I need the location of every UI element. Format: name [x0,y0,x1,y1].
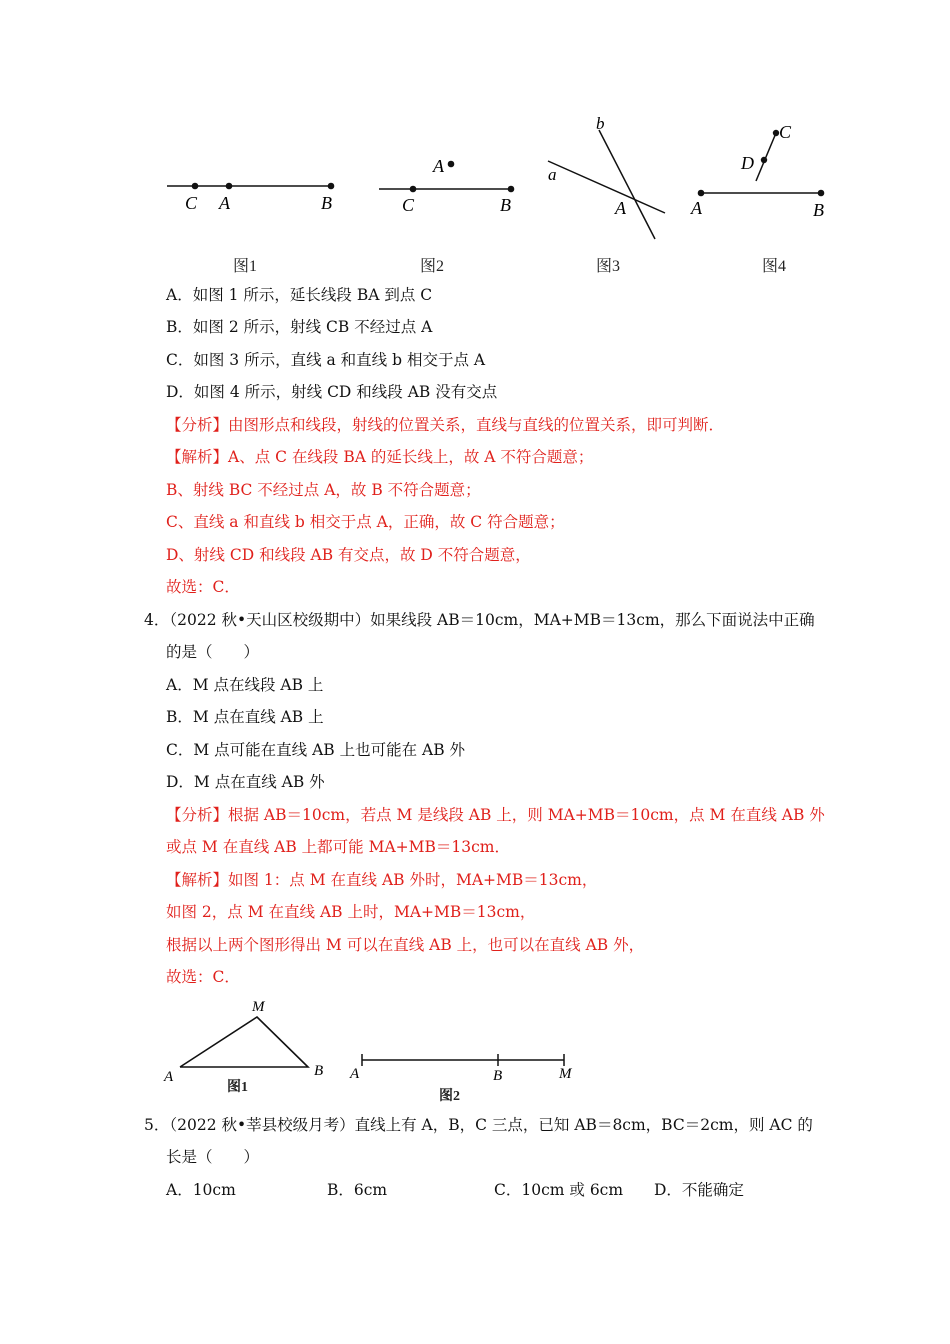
q4-fig1-caption: 图1 [227,1080,248,1095]
fig3-label-a: a [548,165,557,184]
tri-label-m: M [252,999,265,1015]
figure-2 [379,156,514,275]
q4-figures-svg [160,994,590,1110]
seg-label-a: A [350,1066,360,1082]
fig1-label-a: A [219,193,230,213]
fig4-label-d: D [741,153,754,173]
q4-option-b: B．M 点在直线 AB 上 [166,708,324,726]
seg-label-b: B [493,1068,503,1084]
fig2-label-b: B [500,195,511,215]
q3-solution-4: D、射线 CD 和线段 AB 有交点，故 D 不符合题意， [166,546,531,564]
q4-figures [160,994,590,1110]
fig1-label-c: C [185,193,198,213]
q3-option-b: B．如图 2 所示，射线 CB 不经过点 A [166,318,433,336]
fig2-label-a: A [433,156,444,176]
fig4-caption: 图4 [762,258,787,275]
fig3-label-b: b [596,114,605,133]
fig1-label-b: B [321,193,332,213]
q3-option-c: C．如图 3 所示，直线 a 和直线 b 相交于点 A [166,351,486,369]
q4-option-d: D．M 点在直线 AB 外 [166,773,325,791]
fig2-label-c: C [402,195,415,215]
fig4-label-a: A [691,198,702,218]
top-figures [155,110,845,280]
q5-stem-line1: 5．（2022 秋•莘县校级月考）直线上有 A，B，C 三点，已知 AB＝8cm，BC＝2cm，则 AC 的 [144,1116,813,1134]
q4-solution-2: 如图 2，点 M 在直线 AB 上时，MA+MB＝13cm， [166,903,536,921]
q5-option-b: B．6cm [327,1181,388,1199]
q4-figure-1 [163,999,323,1095]
figure-4 [690,122,824,275]
q4-stem-line2: 的是（ ） [166,643,260,661]
q5-option-a: A．10cm [166,1181,236,1199]
fig3-label-cap-a: A [615,198,626,218]
figure-1 [167,183,334,275]
q5-option-d: D．不能确定 [654,1181,744,1199]
figure-3 [548,114,665,275]
fig2-caption: 图2 [420,258,445,275]
q4-analysis-line1: 【分析】根据 AB＝10cm，若点 M 是线段 AB 上，则 MA+MB＝10cm，点 M 在直线 AB 外 [166,806,825,824]
q4-stem-line1: 4．（2022 秋•天山区校级期中）如果线段 AB＝10cm，MA+MB＝13cm，那么下面说法中正确 [144,611,815,629]
q4-answer: 故选：C． [166,968,240,986]
q3-answer: 故选：C． [166,578,240,596]
fig4-label-b: B [813,200,824,220]
q4-solution-1: 【解析】如图 1：点 M 在直线 AB 外时，MA+MB＝13cm， [166,871,598,889]
q5-stem-line2: 长是（ ） [166,1148,260,1166]
fig4-label-c: C [779,122,792,142]
q3-solution-1: 【解析】A、点 C 在线段 BA 的延长线上，故 A 不符合题意； [166,448,594,466]
seg-label-m: M [559,1066,572,1082]
q3-analysis: 【分析】由图形点和线段，射线的位置关系，直线与直线的位置关系，即可判断． [166,416,725,434]
q4-fig2-caption: 图2 [439,1089,460,1104]
q4-analysis-line2: 或点 M 在直线 AB 上都可能 MA+MB＝13cm． [166,838,511,856]
fig1-caption: 图1 [233,258,258,275]
q4-solution-3: 根据以上两个图形得出 M 可以在直线 AB 上，也可以在直线 AB 外， [166,936,645,954]
q4-figure-2 [349,1054,573,1104]
q4-option-c: C．M 点可能在直线 AB 上也可能在 AB 外 [166,741,466,759]
q3-option-a: A．如图 1 所示，延长线段 BA 到点 C [166,286,433,304]
q4-option-a: A．M 点在线段 AB 上 [166,676,324,694]
q3-solution-2: B、射线 BC 不经过点 A，故 B 不符合题意； [166,481,481,499]
q5-option-c: C．10cm 或 6cm [494,1181,624,1199]
q3-solution-3: C、直线 a 和直线 b 相交于点 A，正确，故 C 符合题意； [166,513,565,531]
fig3-caption: 图3 [596,258,621,275]
tri-label-b: B [314,1063,324,1079]
q3-option-d: D．如图 4 所示，射线 CD 和线段 AB 没有交点 [166,383,498,401]
top-figures-svg [155,110,845,280]
tri-label-a: A [164,1069,174,1085]
